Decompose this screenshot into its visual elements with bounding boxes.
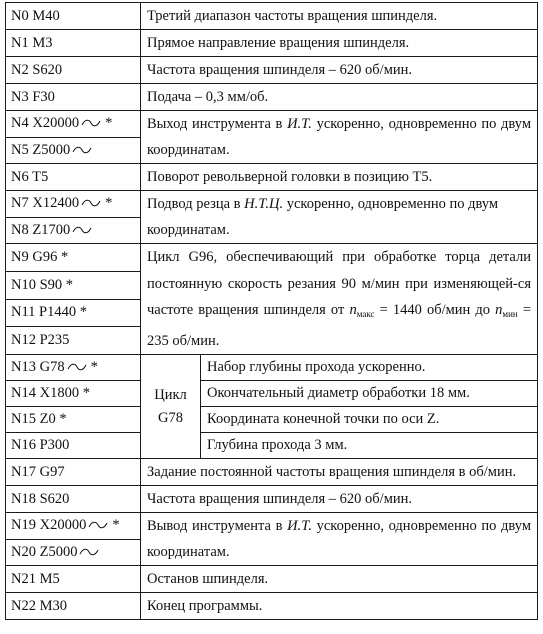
block-code: N11 P1440 * bbox=[6, 299, 141, 327]
table-row bbox=[6, 459, 538, 486]
block-code: N4 X20000 bbox=[11, 115, 80, 132]
rapid-move-symbol-icon bbox=[88, 520, 108, 530]
table-row bbox=[6, 84, 538, 111]
block-description: Прямое направление вращения шпинделя. bbox=[141, 30, 538, 57]
table-row bbox=[6, 407, 538, 433]
block-mark: * bbox=[105, 115, 113, 132]
block-code: N6 T5 bbox=[6, 164, 141, 191]
table-row bbox=[6, 111, 538, 138]
block-code: N1 M3 bbox=[6, 30, 141, 57]
block-code: N5 Z5000 bbox=[11, 141, 71, 158]
cycle-label: Цикл G78 bbox=[141, 355, 201, 459]
block-description: Останов шпинделя. bbox=[141, 566, 538, 593]
table-row bbox=[6, 433, 538, 459]
cycle-parameter-description: Окончательный диаметр обработки 18 мм. bbox=[201, 381, 538, 407]
table-row bbox=[6, 566, 538, 593]
table-row bbox=[6, 486, 538, 513]
cycle-parameter-description: Набор глубины прохода ускоренно. bbox=[201, 355, 538, 381]
rapid-move-symbol-icon bbox=[79, 547, 99, 557]
block-code: N9 G96 * bbox=[6, 244, 141, 272]
tool-position-label: И.Т. bbox=[287, 518, 312, 534]
rapid-move-symbol-icon bbox=[81, 198, 101, 208]
block-description: Частота вращения шпинделя – 620 об/мин. bbox=[141, 57, 538, 84]
table-row bbox=[6, 355, 538, 381]
block-description: Третий диапазон частоты вращения шпинделя. bbox=[141, 3, 538, 30]
table-row bbox=[6, 3, 538, 30]
table-row bbox=[6, 191, 538, 218]
table-row bbox=[6, 513, 538, 540]
block-code: N13 G78 bbox=[11, 359, 65, 375]
block-code: N0 M40 bbox=[6, 3, 141, 30]
block-code: N16 P300 bbox=[6, 433, 141, 459]
cycle-parameter-description: Глубина прохода 3 мм. bbox=[201, 433, 538, 459]
block-description: Конец программы. bbox=[141, 593, 538, 620]
block-description: Вывод инструмента в И.Т. ускоренно, одновременно по двум координатам. bbox=[141, 513, 538, 566]
block-description: Задание постоянной частоты вращения шпинделя в об/мин. bbox=[141, 459, 538, 486]
table-row bbox=[6, 244, 538, 272]
block-code: N20 Z5000 bbox=[11, 543, 78, 560]
block-code: N12 P235 bbox=[6, 327, 141, 355]
rapid-move-symbol-icon bbox=[72, 225, 92, 235]
tool-position-label: И.Т. bbox=[287, 116, 312, 132]
tool-position-label: Н.Т.Ц. bbox=[244, 196, 284, 212]
block-code: N10 S90 * bbox=[6, 271, 141, 299]
rapid-move-symbol-icon bbox=[81, 118, 101, 128]
table-row bbox=[6, 57, 538, 84]
table-row bbox=[6, 164, 538, 191]
block-code: N22 M30 bbox=[6, 593, 141, 620]
table-row bbox=[6, 30, 538, 57]
block-mark: * bbox=[90, 359, 98, 375]
block-description: Частота вращения шпинделя – 620 об/мин. bbox=[141, 486, 538, 513]
table-row bbox=[6, 593, 538, 620]
table-row bbox=[6, 381, 538, 407]
block-code: N18 S620 bbox=[6, 486, 141, 513]
block-code: N3 F30 bbox=[6, 84, 141, 111]
block-code-cell bbox=[6, 217, 141, 244]
block-code-cell bbox=[6, 539, 141, 566]
block-code-cell bbox=[6, 355, 141, 381]
block-description: Выход инструмента в И.Т. ускоренно, одновременно по двум координатам. bbox=[141, 111, 538, 164]
block-code: N21 M5 bbox=[6, 566, 141, 593]
block-code-cell bbox=[6, 137, 141, 164]
block-description: Цикл G96, обеспечивающий при обработке торца детали постоянную скорость резания 90 м/мин при изменяющей-ся частоте вращения шпинделя от $n_{макс} = 1440$ об/мин до $n_{мин} = 235$ об/мин. bbox=[141, 244, 538, 355]
cnc-program-table bbox=[5, 2, 538, 620]
block-mark: * bbox=[112, 517, 120, 534]
block-description: Подача – 0,3 мм/об. bbox=[141, 84, 538, 111]
block-code: N2 S620 bbox=[6, 57, 141, 84]
block-code: N17 G97 bbox=[6, 459, 141, 486]
block-code-cell bbox=[6, 513, 141, 540]
cycle-parameter-description: Координата конечной точки по оси Z. bbox=[201, 407, 538, 433]
block-code-cell bbox=[6, 111, 141, 138]
rapid-move-symbol-icon bbox=[67, 362, 87, 372]
block-description: Подвод резца в Н.Т.Ц. ускоренно, одновременно по двум координатам. bbox=[141, 191, 538, 244]
block-code: N19 X20000 bbox=[11, 517, 87, 534]
block-code: N7 X12400 bbox=[11, 195, 80, 212]
block-code: N14 X1800 * bbox=[6, 381, 141, 407]
block-code-cell bbox=[6, 191, 141, 218]
block-code: N15 Z0 * bbox=[6, 407, 141, 433]
block-code: N8 Z1700 bbox=[11, 221, 71, 238]
block-description: Поворот револьверной головки в позицию T5. bbox=[141, 164, 538, 191]
block-mark: * bbox=[105, 195, 113, 212]
rapid-move-symbol-icon bbox=[72, 145, 92, 155]
